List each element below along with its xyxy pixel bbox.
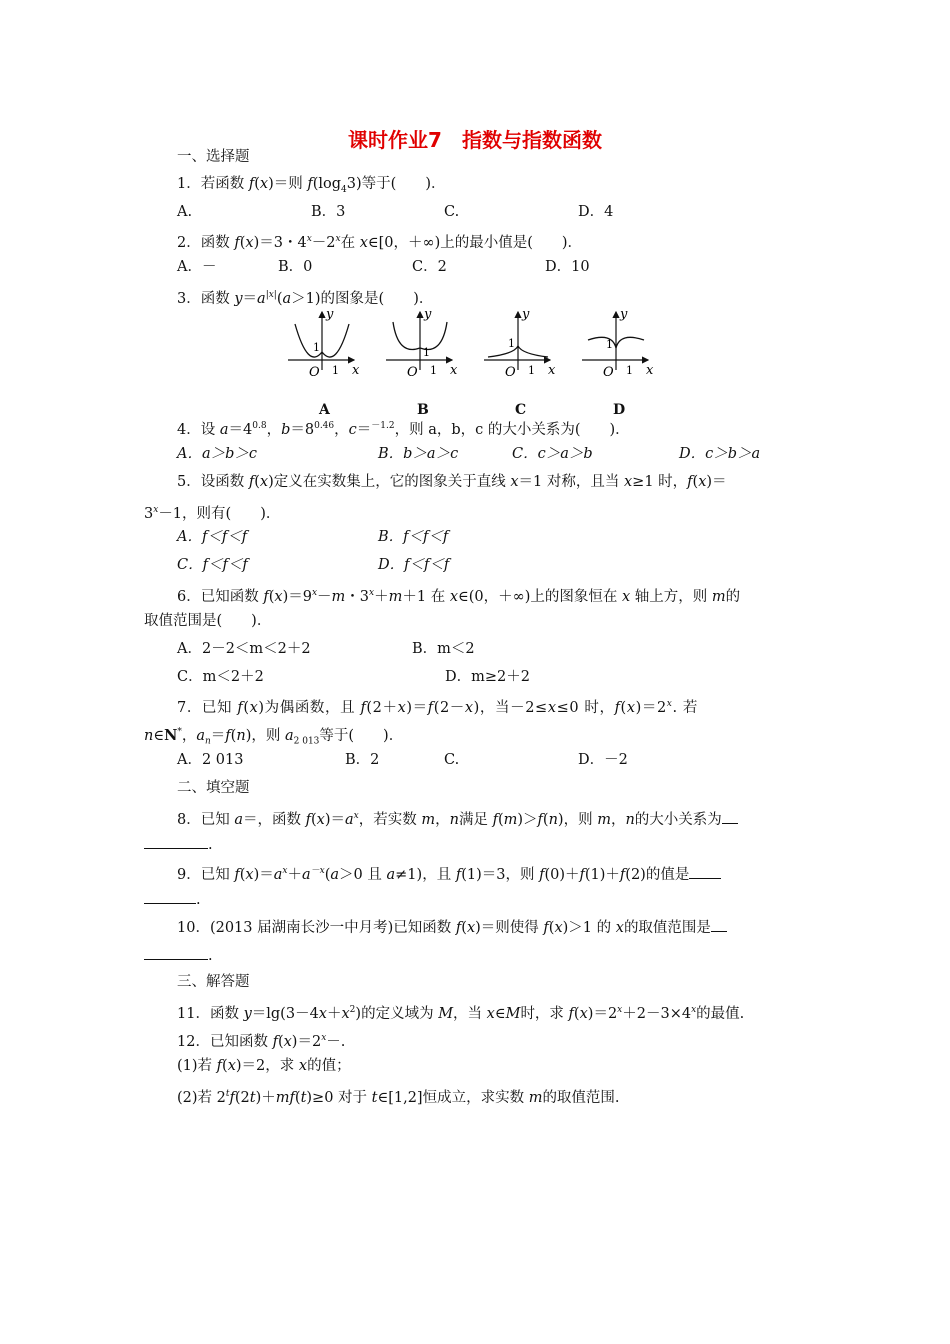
- question-12-part-1: (1)若 f(x)＝2，求 x的值；: [177, 1058, 351, 1074]
- svg-text:y: y: [424, 307, 432, 322]
- q1-option-d: D．4: [578, 204, 614, 220]
- graph-label-d: D: [613, 402, 626, 418]
- q6-option-c: C．m＜2＋2: [177, 669, 264, 685]
- svg-text:O: O: [603, 365, 614, 380]
- q7-option-d: D．－2: [578, 752, 628, 768]
- svg-text:1: 1: [508, 337, 515, 350]
- q1-option-a: A.: [177, 204, 193, 220]
- q4-option-d: D．c＞b＞a: [679, 446, 761, 462]
- question-7-line-2: n∈N*，$a_n=f(n)$，则 $a_{2 013}$等于( )．: [144, 726, 404, 747]
- question-7-line-1: 7．已知 f(x)为偶函数，且 f(2＋x)＝f(2－x)，当－2≤x≤0 时，$f(x)=2^x$. 若: [177, 699, 698, 716]
- q7-option-c: C.: [444, 752, 460, 768]
- q7-option-a: A．2 013: [177, 752, 244, 768]
- svg-text:O: O: [407, 365, 418, 380]
- q5-option-d: D．f＜f＜f: [378, 557, 450, 573]
- question-5-line-2: $3^x-1$，则有( )．: [144, 505, 281, 522]
- svg-text:x: x: [646, 363, 654, 378]
- svg-text:1: 1: [332, 364, 339, 377]
- section-fill-heading: 二、填空题: [177, 780, 250, 796]
- q3-graphs: [0, 0, 950, 430]
- question-3: 3．函数 $y=a^{|x|}(a>1)$的图象是( )．: [177, 290, 434, 307]
- q2-option-a: A．－: [177, 259, 217, 275]
- question-4: 4．设 $a=4^{0.8}$，$b=8^{0.46}$，c＝$^{-1.2}$，则 a，b，c 的大小关系为( )．: [177, 421, 630, 438]
- q1-option-c: C.: [444, 204, 460, 220]
- graph-b: [386, 307, 458, 380]
- q2-option-d: D．10: [545, 259, 590, 275]
- question-5-line-1: 5．设函数 f(x)定义在实数集上，它的图象关于直线 x＝1 对称，且当 x≥1 时，f(x)＝: [177, 474, 727, 490]
- q5-option-a: A．f＜f＜f: [177, 529, 248, 545]
- question-8: 8．已知 a＝，函数 $f(x)=a^x$，若实数 m，n满足 f(m)＞f(n)，则 m，n的大小关系为: [177, 806, 738, 830]
- question-6-line-1: 6．已知函数 $f(x)=9^x-m$・$3^x+m+1$ 在 x∈(0，＋∞)上的图象恒在 x 轴上方，则 m的: [177, 588, 741, 605]
- svg-text:O: O: [309, 365, 320, 380]
- svg-text:1: 1: [423, 346, 430, 359]
- svg-text:y: y: [522, 307, 530, 322]
- svg-text:x: x: [352, 363, 360, 378]
- q2-option-c: C．2: [412, 259, 447, 275]
- graph-c: [484, 307, 556, 380]
- q1-option-b: B．3: [311, 204, 346, 220]
- q6-option-a: A．2－2＜m＜2＋2: [177, 641, 311, 657]
- svg-text:1: 1: [430, 364, 437, 377]
- svg-text:y: y: [620, 307, 628, 322]
- question-8-blank[interactable]: .: [144, 834, 213, 855]
- section-answer-heading: 三、解答题: [177, 974, 250, 990]
- question-11: 11．函数 $y=\lg(3-4x+x^2)$的定义域为 M，当 x∈M时，求 $f(x)=2^x+2-3\times 4^x$的最值.: [177, 1005, 745, 1022]
- question-12: 12．已知函数 $f(x)=2^x-$.: [177, 1033, 346, 1050]
- svg-text:O: O: [505, 365, 516, 380]
- section-choice-heading: 一、选择题: [177, 149, 250, 165]
- graph-label-a: A: [319, 402, 330, 418]
- svg-text:x: x: [450, 363, 458, 378]
- q7-option-b: B．2: [345, 752, 380, 768]
- q4-option-b: B．b＞a＞c: [378, 446, 459, 462]
- svg-text:y: y: [326, 307, 334, 322]
- question-9-blank[interactable]: .: [144, 889, 201, 910]
- question-9: 9．已知 $f(x)=a^x+a^{-x}(a>0$ 且 a≠1)，且 f(1)＝3，则 f(0)＋f(1)＋f(2)的值是: [177, 861, 721, 885]
- page-title: 课时作业7 指数与指数函数: [348, 128, 602, 152]
- svg-text:1: 1: [626, 364, 633, 377]
- q5-option-c: C．f＜f＜f: [177, 557, 248, 573]
- graph-label-c: C: [515, 402, 527, 418]
- q4-option-a: A．a＞b＞c: [177, 446, 258, 462]
- svg-text:1: 1: [528, 364, 535, 377]
- graph-d: [582, 307, 654, 380]
- question-10-blank[interactable]: .: [144, 945, 213, 966]
- svg-text:1: 1: [606, 338, 613, 351]
- question-2: 2．函数 f(x)＝3・$4^x-2^x$在 x∈[0，＋∞)上的最小值是( )．: [177, 234, 583, 251]
- question-10: 10．(2013 届湖南长沙一中月考)已知函数 f(x)＝则使得 f(x)＞1 的 x的取值范围是: [177, 917, 727, 938]
- question-12-part-2: (2)若 $2^tf(2t)+mf(t)\ge 0$ 对于 t∈[1,2]恒成立，求实数 m的取值范围.: [177, 1089, 620, 1106]
- q5-option-b: B．f＜f＜f: [378, 529, 449, 545]
- q6-option-d: D．m≥2＋2: [445, 669, 530, 685]
- q4-option-c: C．c＞a＞b: [512, 446, 593, 462]
- graph-label-b: B: [417, 402, 429, 418]
- svg-text:1: 1: [313, 341, 320, 354]
- svg-text:x: x: [548, 363, 556, 378]
- q6-option-b: B．m＜2: [412, 641, 475, 657]
- graph-a: [288, 307, 360, 380]
- question-1: 1．若函数 f(x)＝则 $f(\log_43)$等于( )．: [177, 176, 446, 195]
- question-6-line-2: 取值范围是( )．: [144, 613, 272, 629]
- q2-option-b: B．0: [278, 259, 313, 275]
